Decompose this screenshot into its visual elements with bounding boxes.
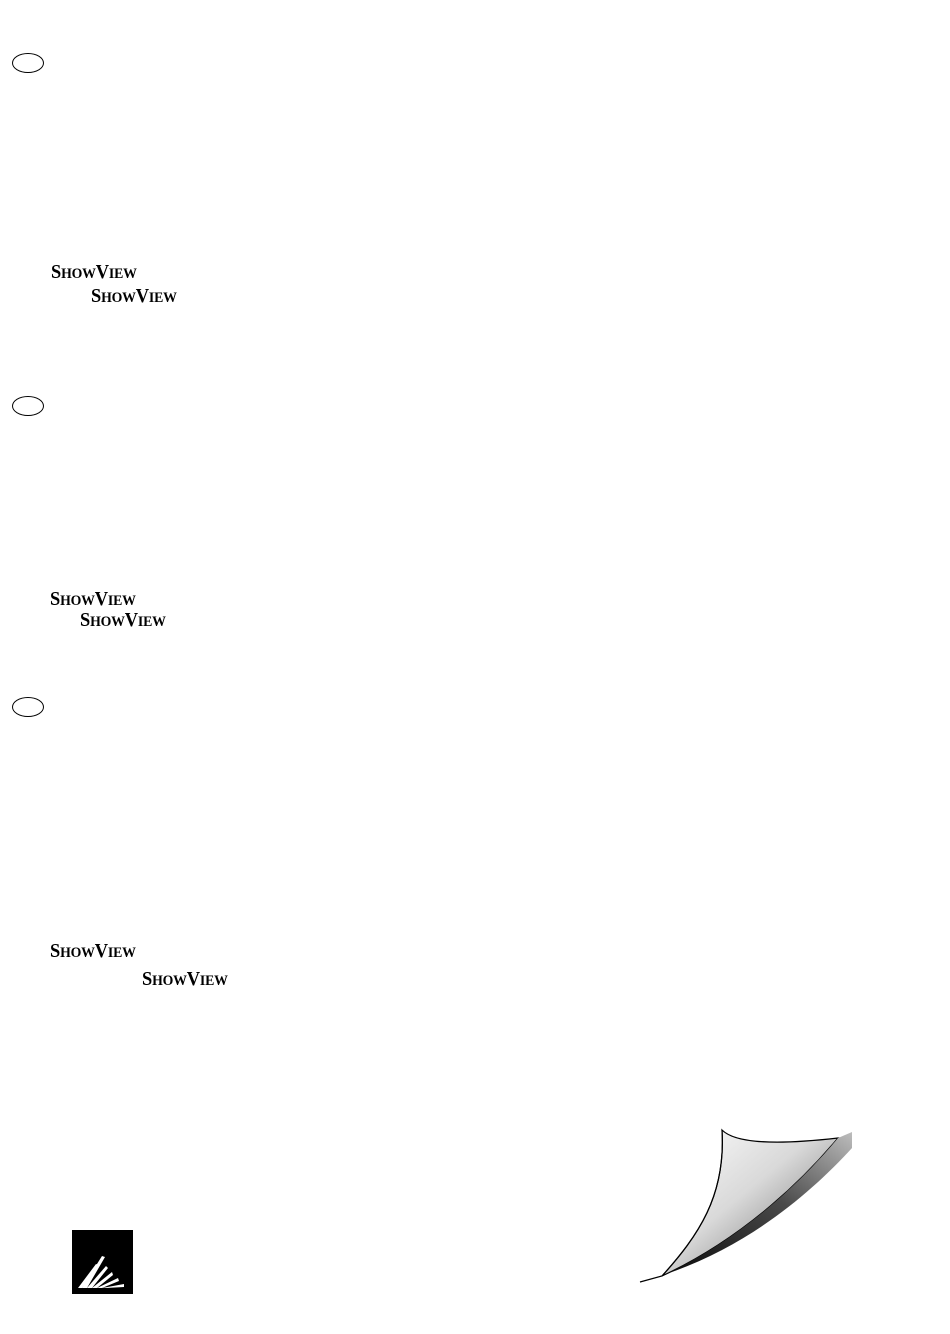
showview-brand-1b: SHOWVIEW <box>91 285 177 307</box>
showview-brand-2a: SHOWVIEW <box>50 588 136 610</box>
fan-lines-logo-icon <box>72 1230 133 1294</box>
showview-brand-1a: SHOWVIEW <box>51 261 137 283</box>
showview-brand-3a: SHOWVIEW <box>50 940 136 962</box>
section-1-marker-icon <box>12 53 44 73</box>
showview-brand-3b: SHOWVIEW <box>142 968 228 990</box>
page-curl-icon <box>638 1126 852 1284</box>
showview-brand-2b: SHOWVIEW <box>80 609 166 631</box>
section-2-marker-icon <box>12 396 44 416</box>
section-3-marker-icon <box>12 697 44 717</box>
